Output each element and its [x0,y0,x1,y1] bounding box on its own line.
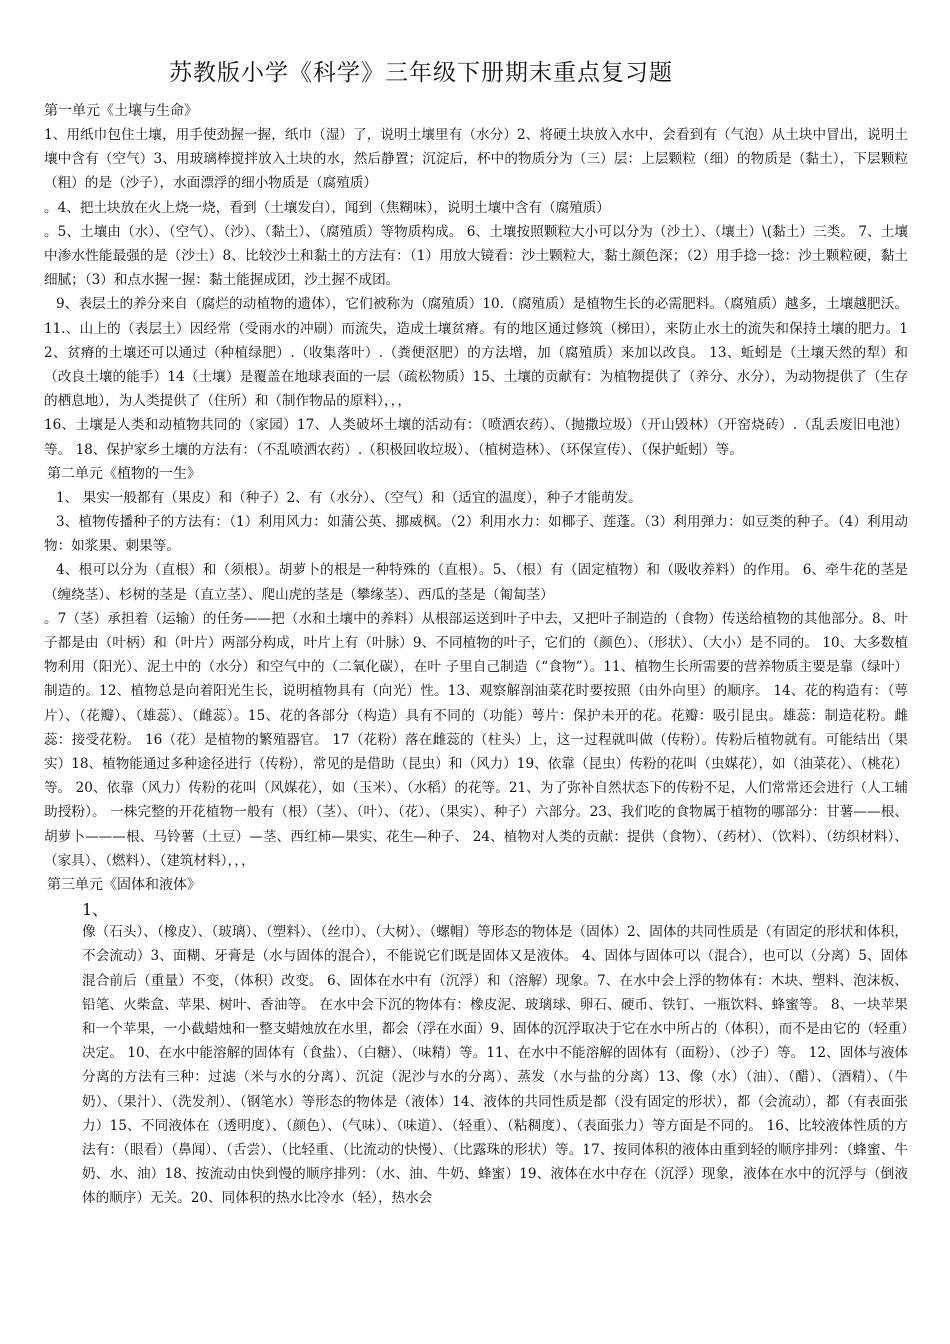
unit2-paragraph-1: 1、 果实一般都有（果皮）和（种子）2、有（水分）、（空气）和（适宜的温度），种子才能萌发。 [56,489,642,506]
unit3-list-number: 1、 [82,900,109,920]
unit2-paragraph-4: 。7（茎）承担着（运输）的任务——把（水和土壤中的养料）从根部运送到叶子中去，又把叶子制造的（食物）传送给植物的其他部分。8、叶子都是由（叶柄）和（叶片）两部分构成，叶片上有（叶脉）9、不同植物的叶子，它们的（颜色）、（形状）、（大小）是不同的。 10、大多数植物利用（阳光）、泥土中的（水分）和空气中的（二氧化碳），在叶 子里自己制造（“食物”）。11、植物生长所需要的营养物质主要是靠（绿叶）制造的。12、植物总是向着阳光生长，说明植物具有（向光）性。13、观察解剖油菜花时要按照（由外向里）的顺序。 14、花的构造有：（萼片）、（花瓣）、（雄蕊）、（雌蕊）。15、花的各部分（构造）具有不同的（功能）萼片：保护未开的花。花瓣：吸引昆虫。雄蕊：制造花粉。雌蕊：接受花粉。 16（花）是植物的繁殖器官。 17（花粉）落在雌蕊的（柱头）上，这一过程就叫做（传粉）。传粉后植物就有。可能结出（果实）18、植物能通过多种途径进行（传粉），常见的是借助（昆虫）和（风力）19、依靠（昆虫）传粉的花叫（虫媒花），如（油菜花）、（桃花）等。 20、依靠（风力）传粉的花叫（风媒花），如（玉米）、（水稻）的花等。21、为了弥补自然状态下的传粉不足，人们常常还会进行（人工辅助授粉）。 一株完整的开花植物一般有（根）（茎）、（叶）、（花）、（果实）、种子）六部分。23、我们吃的食物属于植物的哪部分：甘薯——根、胡萝卜———根、马铃薯（土豆）—茎、西红柿—果实、花生—种子、 24、植物对人类的贡献：提供（食物）、（药材）、（饮料）、（纺织材料）、（家具）、（燃料）、（建筑材料），，， [44,610,908,869]
unit1-paragraph-5: 16、土壤是人类和动植物共同的（家园）17、人类破坏土壤的活动有：（喷洒农药）、（抛撒垃圾）（开山毁林）（开窑烧砖）.（乱丢废旧电池）等。 18、保护家乡土壤的方法有：（不乱喷洒农药）.（积极回收垃圾）、（植树造林）、（环保宣传）、（保护蚯蚓）等。 [44,417,908,458]
unit1-heading: 第一单元《土壤与生命》 [44,103,198,119]
unit3-paragraph-1: 像（石头）、（橡皮）、（玻璃）、（塑料）、（丝巾）、（大树）、（螺帽）等形态的物体是（固体）2、固体的共同性质是（有固定的形状和体积，不会流动）3、面糊、牙膏是（水与固体的混合），不能说它们既是固体又是液体。 4、固体与固体可以（混合），也可以（分离）5、固体混合前后（重量）不变，（体积）改变。 6、固体在水中有（沉浮）和（溶解）现象。7、在水中会上浮的物体有：木块、塑料、泡沫板、铅笔、火柴盒、苹果、树叶、香油等。 在水中会下沉的物体有：橡皮泥、玻璃球、卵石、硬币、铁钉、一瓶饮料、蜂蜜等。 8、一块苹果和一个苹果，一小截蜡烛和一整支蜡烛放在水里，都会（浮在水面）9、固体的沉浮取决于它在水中所占的（体积），而不是由它的（轻重）决定。 10、在水中能溶解的固体有（食盐）、（白糖）、（味精）等。11、在水中不能溶解的固体有（面粉）、（沙子）等。 12、固体与液体分离的方法有三种：过滤（米与水的分离）、沉淀（泥沙与水的分离）、蒸发（水与盐的分离）13、像（水）（油）、（醋）、（酒精）、（牛奶）、（果汁）、（洗发剂）、（钢笔水）等形态的物体是（液体）14、液体的共同性质是都（没有固定的形状），都（会流动），都（有表面张力）15、不同液体在（透明度）、（颜色）、（气味）、（味道）、（轻重）、（粘稠度）、（表面张力）等方面是不同的。 16、比较液体性质的方法有：（眼看）（鼻闻）、（舌尝）、（比轻重、（比流动的快慢）、（比露珠的形状）等。17、按同体积的液体由重到轻的顺序排列：（蜂蜜、牛奶、水、油）18、按流动由快到慢的顺序排列：（水、油、牛奶、蜂蜜）19、液体在水中存在（沉浮）现象，液体在水中的沉浮与（倒液体的顺序）无关。20、同体积的热水比冷水（轻），热水会 [82,924,908,1207]
unit3-heading: 第三单元《固体和液体》 [47,877,201,894]
unit1-paragraph-2: 。4、把土块放在火上烧一烧，看到（土壤发白），闻到（焦糊味），说明土壤中含有（腐殖质） [44,199,610,216]
unit2-paragraph-3: 4、根可以分为（直根）和（须根）。胡萝卜的根是一种特殊的（直根）。5、（根）有（固定植物）和（吸收养料）的作用。 6、牵牛花的茎是（缠绕茎）、杉树的茎是（直立茎）、爬山虎的茎是（攀缘茎）、西瓜的茎是（匍匐茎） [44,562,908,603]
unit1-paragraph-4: 9、表层土的养分来自（腐烂的动植物的遗体），它们被称为（腐殖质）10.（腐殖质）是植物生长的必需肥料。（腐殖质）越多，土壤越肥沃。11.、山上的（表层土）因经常（受雨水的冲刷）而流失，造成土壤贫瘠。有的地区通过修筑（梯田），来防止水土的流失和保持土壤的肥力。12、贫瘠的土壤还可以通过（种植绿肥）.（收集落叶）.（粪便沤肥）的方法增，加（腐殖质）来加以改良。 13、蚯蚓是（土壤天然的犁）和（改良土壤的能手）14（土壤）是覆盖在地球表面的一层（疏松物质）15、土壤的贡献有：为植物提供了（养分、水分），为动物提供了（生存的栖息地），为人类提供了（住所）和（制作物品的原料），，， [44,296,908,410]
unit2-paragraph-2: 3、植物传播种子的方法有：（1）利用风力：如蒲公英、挪威枫。（2）利用水力：如椰子、莲蓬。（3）利用弹力：如豆类的种子。（4）利用动物：如浆果、刺果等。 [44,514,908,555]
document-title: 苏教版小学《科学》三年级下册期末重点复习题 [169,60,673,86]
unit1-paragraph-1: 1、用纸巾包住土壤，用手使劲握一握，纸巾（湿）了，说明土壤里有（水分）2、将硬土块放入水中，会看到有（气泡）从土块中冒出，说明土壤中含有（空气）3、用玻璃棒搅拌放入土块的水，然后静置；沉淀后，杯中的物质分为（三）层：上层颗粒（细）的物质是（黏土），下层颗粒（粗）的是（沙子），水面漂浮的细小物质是（腐殖质） [44,127,908,192]
document-page [44,54,908,1211]
unit2-heading: 第二单元《植物的一生》 [47,465,201,482]
unit3-list-item [44,897,908,1210]
unit1-paragraph-3: 。5、土壤由（水）、（空气）、（沙）、（黏土）、（腐殖质）等物质构成。 6、土壤按照颗粒大小可以分为（沙土）、（壤土）\(黏土）三类。 7、土壤中渗水性能最强的是（沙土）8、比较沙土和黏土的方法有：（1）用放大镜看：沙土颗粒大，黏土颜色深；（2）用手捻一捻：沙土颗粒硬，黏土细腻；（3）和点水握一握：黏土能握成团，沙土握不成团。 [44,223,908,289]
